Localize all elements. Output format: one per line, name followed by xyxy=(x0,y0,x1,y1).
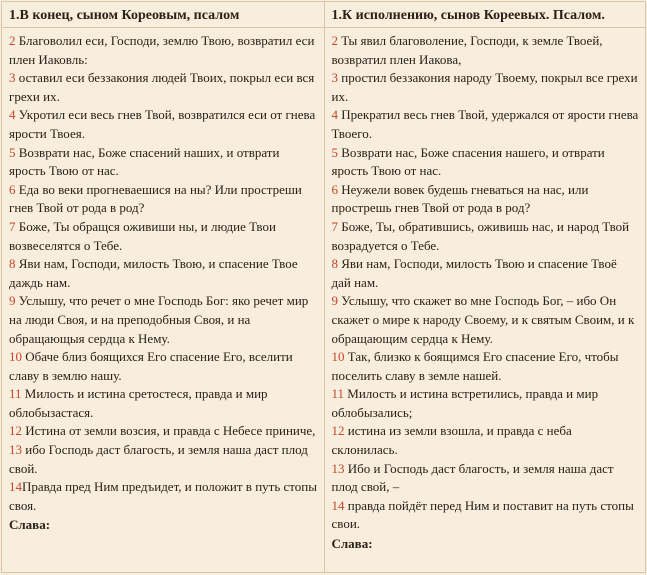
verse-text: Яви нам, Господи, милость Твою и спасение Твоё дай нам. xyxy=(331,256,617,290)
verse-text: Боже, Ты обращся оживиши ны, и людие Твои возвеселятся о Тебе. xyxy=(9,218,276,253)
verse-number: 12 xyxy=(9,423,22,439)
verse xyxy=(332,292,640,348)
verse-text: Милость и истина встретились, правда и мир облобызались; xyxy=(331,386,599,420)
verse xyxy=(332,460,640,497)
verse xyxy=(332,106,640,143)
right-column xyxy=(324,2,646,572)
left-column xyxy=(2,2,324,572)
verse-number: 11 xyxy=(9,386,22,402)
verse-text: Неужели вовек будешь гневаться на нас, или прострешь гнев Твой от рода в род? xyxy=(331,181,589,216)
verse-text: Услышу, что речет о мне Господь Бог: яко речет мир на люди Своя, и на преподобныя Своя, и на обращающыя сердца к Нему. xyxy=(9,293,309,346)
verse-number: 11 xyxy=(331,386,345,402)
verse xyxy=(9,385,318,422)
verse xyxy=(9,69,318,106)
verse-text: Так, близко к боящимся Его спасение Его, чтобы поселить славу в земле нашей. xyxy=(331,349,619,383)
verse-number: 3 xyxy=(9,70,16,86)
verse-text: Боже, Ты, обратившись, оживишь нас, и народ Твой возрадуется о Тебе. xyxy=(331,218,630,253)
right-column-title: 1.К исполнению, сынов Кореевых. Псалом. xyxy=(325,5,646,28)
verse-text: Благоволил еси, Господи, землю Твою, возвратил еси плен Иаковль: xyxy=(9,33,315,67)
verse-number: 8 xyxy=(9,256,16,272)
verse-text: Ибо и Господь даст благость, и земля наша даст плод свой, – xyxy=(331,460,614,495)
verse xyxy=(9,32,318,69)
verse-text: Услышу, что скажет во мне Господь Бог, – ибо Он скажет о мире к народу Своему, и к святым Своим, и к обращающим сердца к Нему. xyxy=(331,293,635,346)
verse xyxy=(9,348,318,385)
verse-text: оставил еси беззакония людей Твоих, покрыл еси вся грехи их. xyxy=(9,70,315,104)
verse-text: Яви нам, Господи, милость Твою, и спасение Твое даждь нам. xyxy=(9,256,298,290)
verse-number: 10 xyxy=(331,349,345,365)
verse-number: 8 xyxy=(331,256,338,272)
verse xyxy=(332,69,640,106)
left-verse-list xyxy=(9,32,318,515)
verse-text: Укротил еси весь гнев Твой, возвратился еси от гнева ярости Твоея. xyxy=(9,107,316,141)
verse-text: простил беззакония народу Твоему, покрыл все грехи их. xyxy=(331,70,638,104)
verse-number: 6 xyxy=(9,181,16,197)
left-column-title: 1.В конец, сыном Кореовым, псалом xyxy=(2,5,324,28)
verse-number: 4 xyxy=(9,107,16,123)
verse xyxy=(9,441,318,478)
verse-number: 13 xyxy=(331,460,345,476)
verse-number: 3 xyxy=(331,70,338,86)
verse-number: 14 xyxy=(9,479,22,495)
right-verse-list xyxy=(332,32,640,534)
verse-number: 13 xyxy=(9,442,22,458)
verse xyxy=(9,218,318,255)
left-footer-glory: Слава: xyxy=(9,517,51,533)
verse-number: 5 xyxy=(331,144,338,160)
verse xyxy=(332,144,640,181)
verse-number: 10 xyxy=(9,349,22,365)
verse-text: Истина от земли возсия, и правда с Небесе приниче, xyxy=(25,423,316,439)
verse xyxy=(9,181,318,218)
verse xyxy=(9,292,318,348)
verse-text: истина из земли взошла, и правда с неба склонилась. xyxy=(331,423,572,458)
verse xyxy=(9,144,318,181)
verse xyxy=(332,32,640,69)
right-footer-glory: Слава: xyxy=(331,536,373,552)
verse-number: 4 xyxy=(331,107,338,123)
verse xyxy=(9,478,318,515)
verse xyxy=(332,348,640,385)
verse-number: 6 xyxy=(331,181,338,197)
verse xyxy=(332,181,640,218)
verse xyxy=(332,385,640,422)
verse-text: Обаче близ боящихся Его спасение Его, вселити славу в землю нашу. xyxy=(9,349,293,383)
verse-number: 7 xyxy=(9,218,16,234)
verse-number: 9 xyxy=(331,293,338,309)
verse-number: 2 xyxy=(9,33,16,48)
verse-text: Правда пред Ним предъидет, и положит в путь стопы своя. xyxy=(9,479,317,513)
verse-text: Милость и истина сретостеся, правда и мир облобызастася. xyxy=(9,386,268,420)
verse xyxy=(9,255,318,292)
verse-number: 14 xyxy=(331,497,345,513)
verse-number: 12 xyxy=(331,423,345,439)
verse-number: 9 xyxy=(9,293,16,309)
verse xyxy=(332,218,640,255)
verse xyxy=(332,255,640,292)
verse-number: 7 xyxy=(331,218,338,234)
verse-number: 2 xyxy=(331,33,338,48)
verse-text: ибо Господь даст благость, и земля наша даст плод свой. xyxy=(9,442,308,476)
verse-text: Прекратил весь гнев Твой, удержался от ярости гнева Твоего. xyxy=(331,107,639,141)
verse-text: Возврати нас, Боже спасения нашего, и отврати ярость Твою от нас. xyxy=(331,144,605,179)
psalm-comparison-table xyxy=(1,1,646,573)
verse-text: Возврати нас, Боже спасений наших, и отврати ярость Твою от нас. xyxy=(9,144,280,179)
verse-text: Еда во веки прогневаешися на ны? Или простреши гнев Твой от рода в род? xyxy=(9,181,302,216)
verse-number: 5 xyxy=(9,144,16,160)
verse-text: правда пойдёт перед Ним и поставит на путь стопы свои. xyxy=(331,497,634,532)
verse xyxy=(332,497,640,534)
verse xyxy=(332,422,640,459)
verse-text: Ты явил благоволение, Господи, к земле Твоей, возвратил плен Иакова, xyxy=(331,33,603,67)
verse xyxy=(9,422,318,441)
verse xyxy=(9,106,318,143)
